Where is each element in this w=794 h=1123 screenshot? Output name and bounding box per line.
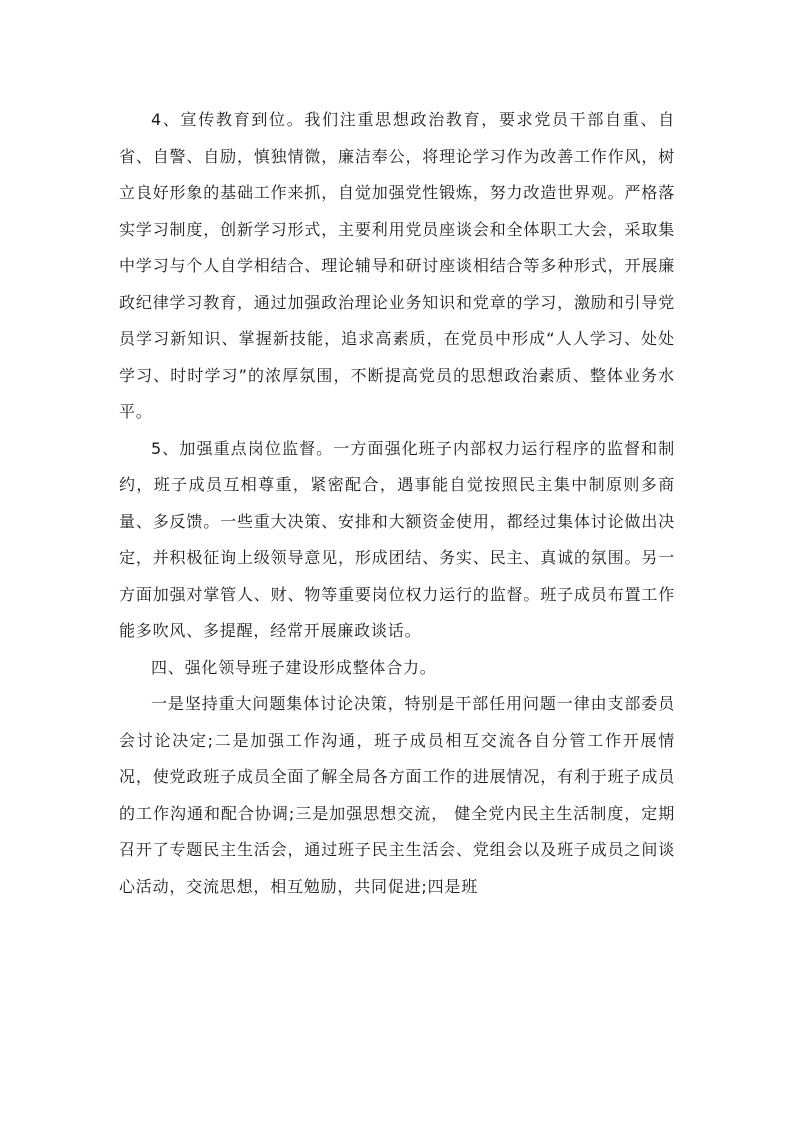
paragraph-key-post-supervision: 5、加强重点岗位监督。一方面强化班子内部权力运行程序的监督和制约，班子成员互相尊重，紧密配合，遇事能自觉按照民主集中制原则多商量、多反馈。一些重大决策、安排和大额资金使用，都经过集体讨论做出决定，并积极征询上级领导意见，形成团结、务实、民主、真诚的氛围。另一方面加强对掌管人、财、物等重要岗位权力运行的监督。班子成员布置工作能多吹风、多提醒，经常开展廉政谈话。 bbox=[119, 438, 675, 640]
paragraph-propaganda-education: 4、宣传教育到位。我们注重思想政治教育，要求党员干部自重、自省、自警、自励，慎独情微，廉洁奉公，将理论学习作为改善工作作风，树立良好形象的基础工作来抓，自觉加强党性锻炼，努力改造世界观。严格落实学习制度，创新学习形式，主要利用党员座谈会和全体职工大会，采取集中学习与个人自学相结合、理论辅导和研讨座谈相结合等多种形式，开展廉政纪律学习教育，通过加强政治理论业务知识和党章的学习，激励和引导党员学习新知识、掌握新技能，追求高素质，在党员中形成“人人学习、处处学习、时时学习”的浓厚氛围，不断提高党员的思想政治素质、整体业务水平。 bbox=[119, 110, 675, 421]
document-body bbox=[119, 102, 675, 905]
paragraph-leadership-measures: 一是坚持重大问题集体讨论决策，特别是干部任用问题一律由支部委员会讨论决定;二是加强工作沟通，班子成员相互交流各自分管工作开展情况，使党政班子成员全面了解全局各方面工作的进展情况，有利于班子成员的工作沟通和配合协调;三是加强思想交流， 健全党内民主生活制度，定期召开了专题民主生活会，通过班子民主生活会、党组会以及班子成员之间谈心活动，交流思想，相互勉励，共同促进;四是班 bbox=[119, 694, 675, 896]
section-heading-leadership: 四、强化领导班子建设形成整体合力。 bbox=[151, 657, 437, 677]
